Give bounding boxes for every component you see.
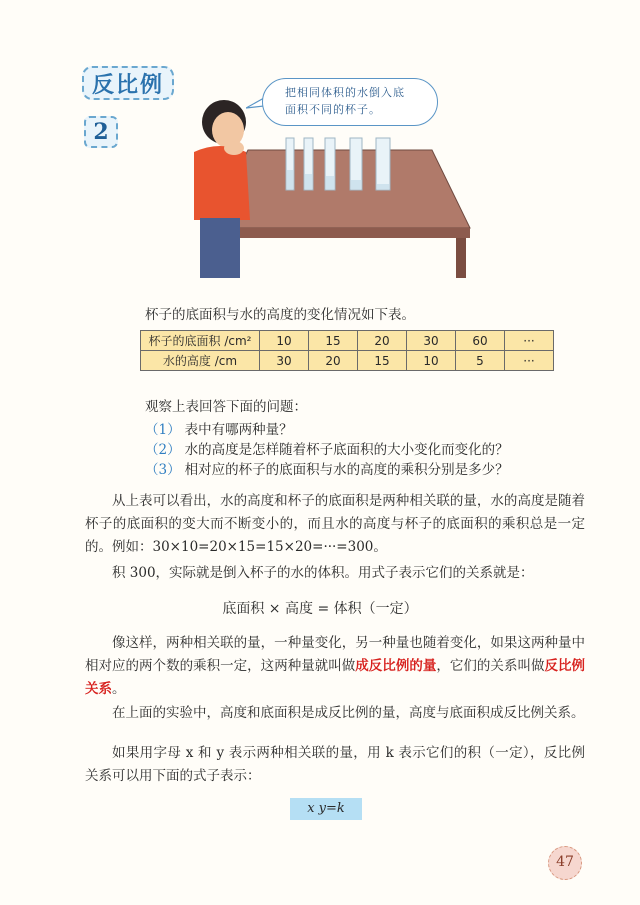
boy-figure [194, 100, 250, 278]
speech-bubble-line-1: 把相同体积的水倒入底 [285, 86, 405, 99]
definition-text: 。 [112, 681, 126, 697]
table-cell: 30 [407, 331, 456, 351]
table-cell: ··· [505, 331, 554, 351]
table-cell: 15 [309, 331, 358, 351]
question-text: 表中有哪两种量？ [184, 422, 293, 438]
definition-text: ，它们的关系叫做 [436, 658, 545, 674]
section-number-badge: 2 [84, 116, 118, 148]
row-label-water-height: 水的高度 /cm [141, 351, 260, 371]
table-cell: 60 [456, 331, 505, 351]
question-number: （2） [145, 442, 181, 458]
definition-text: 像这样，两种相关联的量，一种量变化，另一种量也随着变化，如果这两种量中相对应的两个数的乘积一定，这两种量就叫做 [85, 635, 585, 674]
section-title: 反比例 [92, 73, 165, 98]
paragraph-letters: 如果用字母 x 和 y 表示两种相关联的量，用 k 表示它们的积（一定），反比例关系可以用下面的式子表示： [85, 745, 585, 784]
table-row [141, 351, 554, 371]
paragraph-volume: 积 300，实际就是倒入杯子的水的体积。用式子表示它们的关系就是： [112, 565, 534, 581]
row-label-base-area: 杯子的底面积 /cm² [141, 331, 260, 351]
table-intro-text: 杯子的底面积与水的高度的变化情况如下表。 [145, 307, 415, 323]
speech-bubble [262, 78, 438, 126]
table-cell: 5 [456, 351, 505, 371]
formula-volume: 底面积 × 高度 = 体积（一定） [222, 601, 418, 617]
question-text: 相对应的杯子的底面积与水的高度的乘积分别是多少？ [184, 462, 509, 478]
term-inverse-proportional-quantities: 成反比例的量 [355, 658, 437, 674]
formula-xy-k: x y=k [290, 798, 362, 820]
question-number: （3） [145, 462, 181, 478]
term-inverse-proportion-relation: 反比例关系 [85, 658, 586, 697]
question-item [145, 440, 509, 460]
table-cell: ··· [505, 351, 554, 371]
table-cell: 20 [309, 351, 358, 371]
data-table [140, 330, 554, 371]
table-cell: 15 [358, 351, 407, 371]
page-number: 47 [548, 846, 582, 880]
paragraph-definition [85, 632, 585, 701]
speech-bubble-line-2: 面积不同的杯子。 [285, 103, 381, 116]
table-cell: 30 [260, 351, 309, 371]
table-cell: 10 [260, 331, 309, 351]
table-cell: 20 [358, 331, 407, 351]
table-row [141, 331, 554, 351]
question-item [145, 420, 293, 440]
question-text: 水的高度是怎样随着杯子底面积的大小变化而变化的？ [184, 442, 509, 458]
paragraph-experiment-conclusion: 在上面的实验中，高度和底面积是成反比例的量，高度与底面积成反比例关系。 [112, 705, 585, 721]
question-number: （1） [145, 422, 181, 438]
question-intro: 观察上表回答下面的问题： [145, 399, 307, 415]
table-cell: 10 [407, 351, 456, 371]
question-item [145, 460, 509, 480]
paragraph-observation: 从上表可以看出，水的高度和杯子的底面积是两种相关联的量，水的高度是随着杯子的底面积的变大而不断变小的，而且水的高度与杯子的底面积的乘积总是一定的。例如：30×10=20×15=15×20=···=300。 [85, 493, 585, 555]
